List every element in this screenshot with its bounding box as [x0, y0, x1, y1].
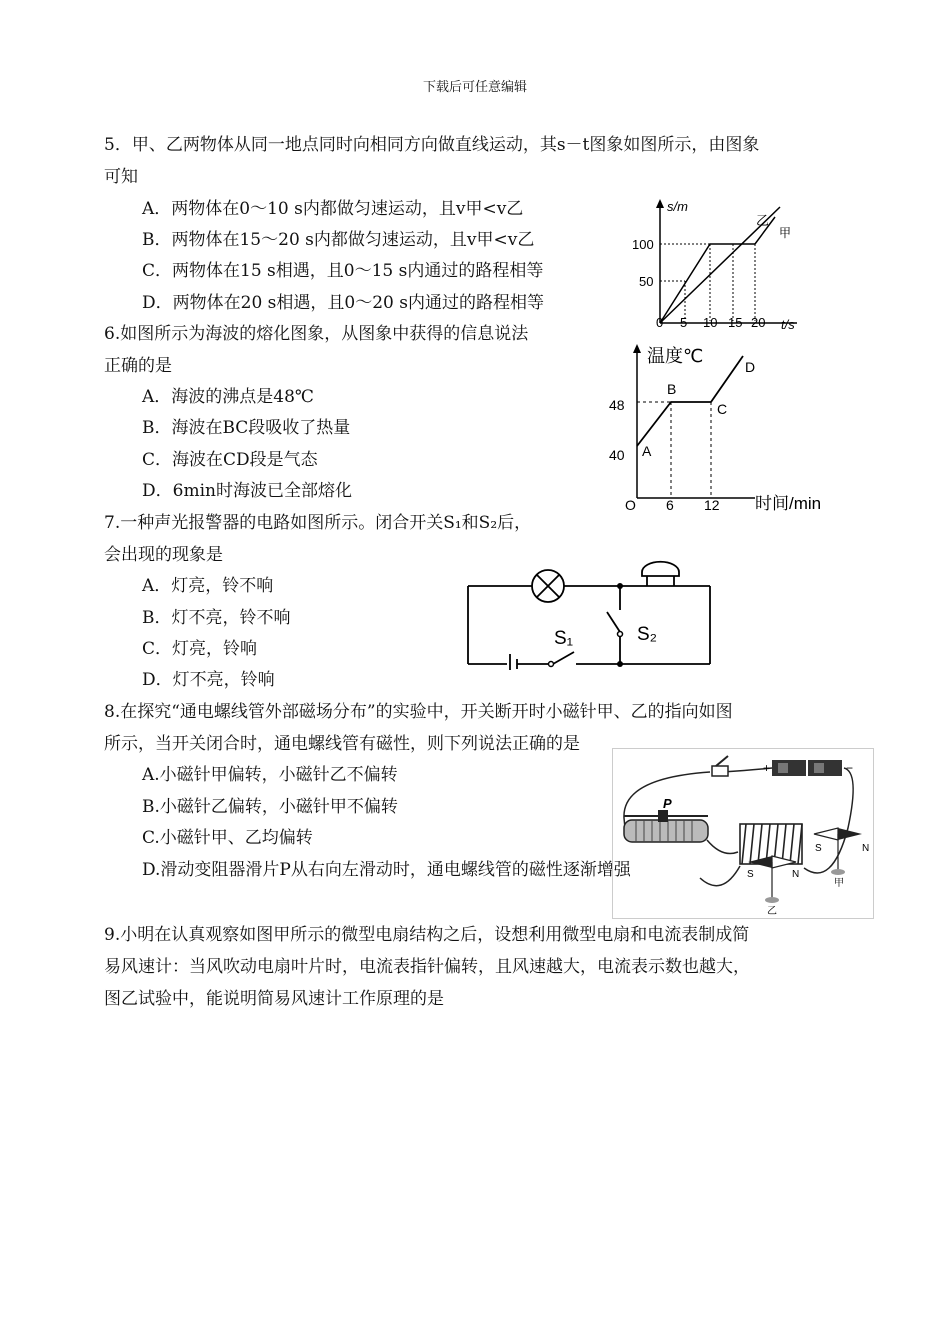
- page-header: 下载后可任意编辑: [422, 80, 527, 95]
- q7-circuit-diagram: [462, 560, 717, 670]
- q5-ytick-100: 100: [632, 237, 654, 252]
- q6-point-b: B: [667, 381, 677, 397]
- q5-option-b: B．两物体在15～20 s内都做匀速运动，且v甲<v乙: [142, 230, 535, 250]
- q6-x-label: 时间/min: [755, 494, 822, 513]
- q8-battery-2-icon: [808, 760, 842, 776]
- q8-yi-label: 乙: [767, 906, 777, 917]
- q7-stem-line1: 7.一种声光报警器的电路如图所示。闭合开关S₁和S₂后，: [104, 513, 532, 533]
- q8-option-d: D.滑动变阻器滑片P从右向左滑动时，通电螺线管的磁性逐渐增强: [142, 860, 631, 880]
- q8-stem-line1: 8.在探究“通电螺线管外部磁场分布”的实验中，开关断开时小磁针甲、乙的指向如图: [104, 702, 733, 722]
- q6-option-d: D．6min时海波已全部熔化: [142, 481, 352, 501]
- q8-option-a: A.小磁针甲偏转，小磁针乙不偏转: [142, 765, 398, 785]
- q6-option-b: B．海波在BC段吸收了热量: [142, 418, 351, 438]
- q5-st-graph: [625, 195, 805, 335]
- q7-option-d: D．灯不亮，铃响: [142, 670, 275, 690]
- q5-option-a: A．两物体在0～10 s内都做匀速运动，且v甲<v乙: [142, 199, 524, 219]
- q7-option-a: A．灯亮，铃不响: [142, 576, 274, 596]
- q8-battery-1-icon: [772, 760, 806, 776]
- q6-y-label: 温度℃: [647, 346, 704, 366]
- q9-line1: 9.小明在认真观察如图甲所示的微型电扇结构之后，设想利用微型电扇和电流表制成简: [104, 925, 750, 945]
- q8-option-c: C.小磁针甲、乙均偏转: [142, 828, 313, 848]
- q8-plus-label: +: [763, 761, 771, 775]
- q7-bell-icon: [642, 562, 679, 576]
- q5-series-yi: 乙: [756, 213, 770, 228]
- q5-y-label: s/m: [667, 199, 688, 214]
- q8-s-label-yi: S: [747, 869, 754, 880]
- q6-point-d: D: [745, 359, 756, 375]
- q6-option-c: C．海波在CD段是气态: [142, 450, 318, 470]
- q9-line2: 易风速计：当风吹动电扇叶片时，电流表指针偏转，且风速越大，电流表示数也越大，: [104, 957, 750, 977]
- q9-line3: 图乙试验中，能说明简易风速计工作原理的是: [104, 989, 444, 1009]
- q7-stem-line2: 会出现的现象是: [104, 545, 223, 565]
- q5-option-c: C．两物体在15 s相遇，且0～15 s内通过的路程相等: [142, 261, 544, 281]
- q6-ytick-48: 48: [609, 397, 625, 413]
- q8-wire-rheostat-solenoid: [707, 840, 738, 854]
- q5-xtick-10: 10: [703, 315, 718, 330]
- q5-xtick-20: 20: [751, 315, 766, 330]
- q7-switch-s1-icon: [553, 652, 574, 664]
- q8-jia-label: 甲: [834, 878, 844, 889]
- q8-compass-yi-icon: [748, 856, 796, 903]
- q8-rheostat-icon: [624, 820, 708, 842]
- q7-s2-label: S₂: [637, 624, 658, 645]
- q5-y-arrow: [656, 199, 664, 208]
- q6-melting-graph: [605, 338, 840, 518]
- q6-stem-line1: 6.如图所示为海波的熔化图象，从图象中获得的信息说法: [104, 324, 529, 344]
- q8-p-label: P: [663, 796, 672, 811]
- q8-switch-icon: [712, 766, 728, 776]
- q5-option-d: D．两物体在20 s相遇，且0～20 s内通过的路程相等: [142, 293, 544, 313]
- q8-slider-p-icon: [658, 810, 668, 822]
- q8-minus-label: −: [846, 761, 854, 775]
- q8-stem-line2: 所示，当开关闭合时，通电螺线管有磁性，则下列说法正确的是: [104, 734, 580, 754]
- q8-wire-lower: [700, 866, 740, 886]
- q5-series-jia: 甲: [779, 226, 792, 240]
- q6-point-a: A: [642, 443, 652, 459]
- q6-stem-line2: 正确的是: [104, 356, 172, 376]
- q6-option-a: A．海波的沸点是48℃: [142, 387, 314, 407]
- q5-xtick-15: 15: [728, 315, 743, 330]
- q6-y-arrow: [633, 344, 641, 353]
- q7-option-c: C．灯亮，铃响: [142, 639, 258, 659]
- q6-xtick-12: 12: [704, 497, 720, 513]
- q7-s1-label: S₁: [554, 628, 574, 649]
- q8-n-label-yi: N: [792, 869, 800, 880]
- q8-wire-battery-solenoid: [804, 768, 853, 873]
- q5-xtick-0: 0: [656, 315, 664, 330]
- q8-n-label-jia: N: [862, 843, 870, 854]
- q6-xtick-o: O: [625, 497, 636, 513]
- q5-stem-line1: 5．甲、乙两物体从同一地点同时向相同方向做直线运动，其s－t图象如图所示，由图象: [104, 135, 760, 155]
- q7-switch-s2-icon: [607, 612, 620, 632]
- q5-stem-line2: 可知: [104, 167, 138, 187]
- q8-s-label-jia: S: [815, 843, 822, 854]
- q8-solenoid-apparatus: [612, 748, 874, 920]
- q5-x-label: t/s: [781, 317, 795, 332]
- q5-xtick-5: 5: [680, 315, 688, 330]
- q6-ytick-40: 40: [609, 447, 625, 463]
- q7-option-b: B．灯不亮，铃不响: [142, 608, 291, 628]
- q6-xtick-6: 6: [666, 497, 674, 513]
- q6-point-c: C: [717, 401, 728, 417]
- q8-option-b: B.小磁针乙偏转，小磁针甲不偏转: [142, 797, 398, 817]
- q5-ytick-50: 50: [639, 274, 654, 289]
